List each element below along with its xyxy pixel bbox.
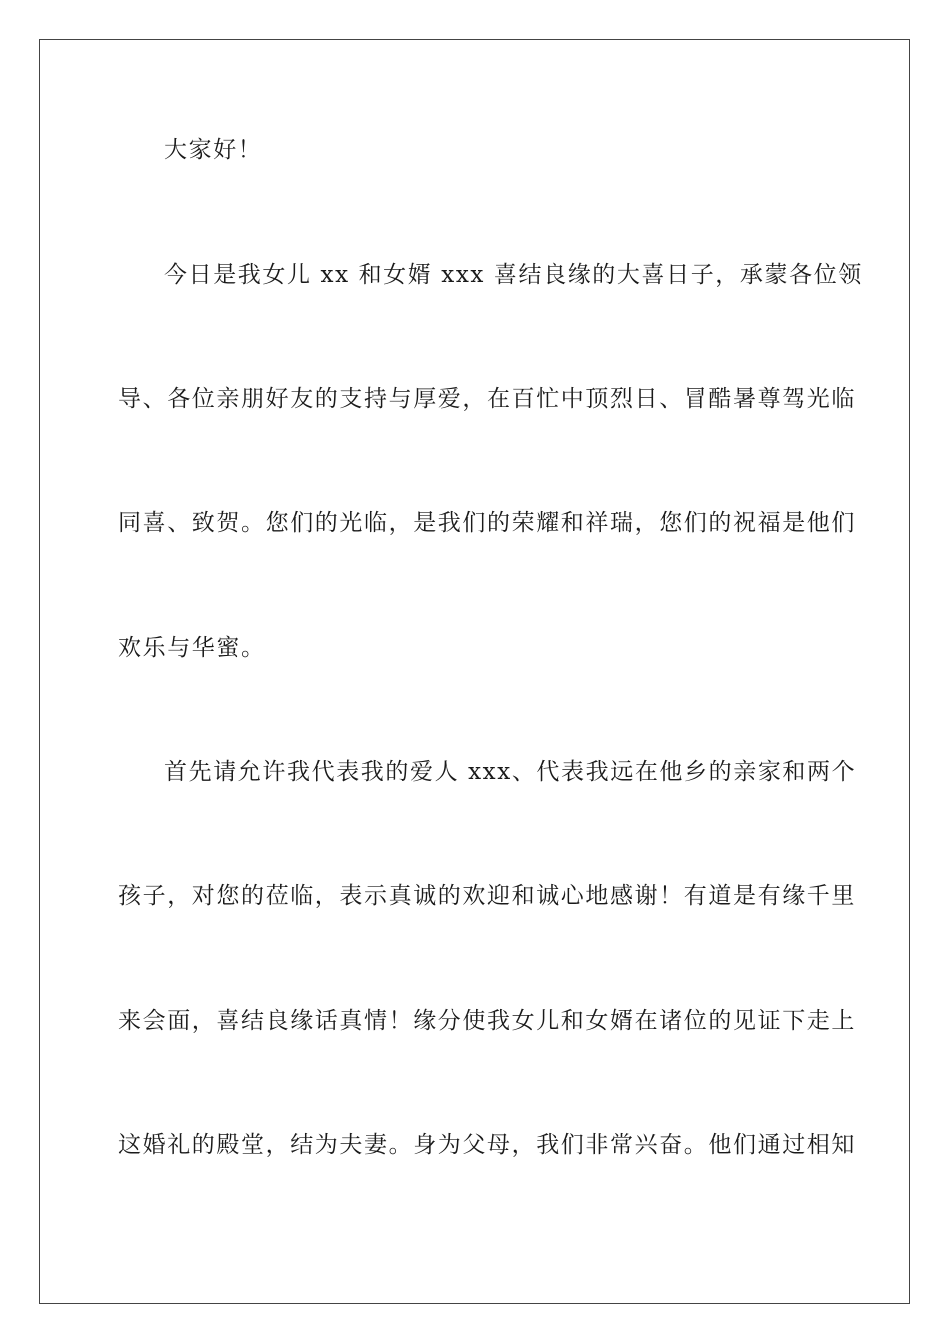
paragraph-1-line-4: 欢乐与华蜜。 [118,635,266,661]
paragraph-2-line-4: 这婚礼的殿堂，结为夫妻。身为父母，我们非常兴奋。他们通过相知 [118,1132,856,1158]
paragraph-1-line-1: 今日是我女儿 xx 和女婿 xxx 喜结良缘的大喜日子，承蒙各位领 [164,262,863,288]
paragraph-2-line-2: 孩子，对您的莅临，表示真诚的欢迎和诚心地感谢！有道是有缘千里 [118,883,856,909]
page-border [39,39,910,1304]
paragraph-2-line-3: 来会面，喜结良缘话真情！缘分使我女儿和女婿在诸位的见证下走上 [118,1008,856,1034]
paragraph-2-line-1: 首先请允许我代表我的爱人 xxx、代表我远在他乡的亲家和两个 [164,759,857,785]
paragraph-1-line-2: 导、各位亲朋好友的支持与厚爱，在百忙中顶烈日、冒酷暑尊驾光临 [118,386,856,412]
greeting-line: 大家好！ [164,137,263,163]
paragraph-1-line-3: 同喜、致贺。您们的光临，是我们的荣耀和祥瑞，您们的祝福是他们 [118,510,856,536]
